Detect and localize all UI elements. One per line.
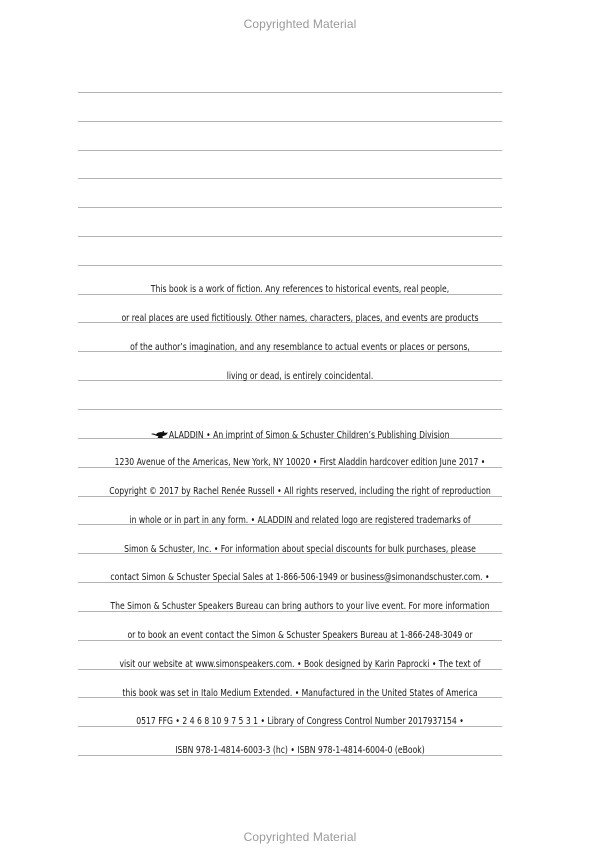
ruled-line — [78, 409, 502, 410]
ruled-line — [78, 92, 502, 93]
copyright-line-imprint — [108, 428, 492, 442]
disclaimer-line: living or dead, is entirely coincidental. — [226, 371, 374, 382]
copyright-line: or to book an event contact the Simon & Schuster Speakers Bureau at 1-866-248-3049 or — [127, 630, 473, 641]
disclaimer-line: or real places are used fictitiously. Other names, characters, places, and events are products — [121, 313, 479, 324]
copyright-line: 0517 FFG • 2 4 6 8 10 9 7 5 3 1 • Library of Congress Control Number 2017937154 • — [136, 716, 464, 727]
copyright-line: contact Simon & Schuster Special Sales at 1-866-506-1949 or business@simonandschuster.com. • — [110, 572, 490, 583]
watermark-bottom: Copyrighted Material — [243, 830, 357, 844]
copyright-line: this book was set in Italo Medium Extended. • Manufactured in the United States of America — [122, 688, 478, 699]
copyright-line: ISBN 978-1-4814-6003-3 (hc) • ISBN 978-1-4814-6004-0 (eBook) — [175, 745, 425, 756]
copyright-line: in whole or in part in any form. • ALADDIN and related logo are registered trademarks of — [129, 515, 471, 526]
copyright-line: The Simon & Schuster Speakers Bureau can bring authors to your live event. For more information — [110, 601, 490, 612]
ruled-line — [78, 121, 502, 122]
disclaimer-line: This book is a work of fiction. Any references to historical events, real people, — [150, 284, 450, 295]
copyright-line: Simon & Schuster, Inc. • For information about special discounts for bulk purchases, please — [124, 544, 476, 555]
disclaimer-line: of the author’s imagination, and any resemblance to actual events or places or persons, — [130, 342, 470, 353]
ruled-line — [78, 236, 502, 237]
copyright-line: visit our website at www.simonspeakers.com. • Book designed by Karin Paprocki • The text of — [119, 659, 481, 670]
genie-lamp-icon — [151, 428, 169, 439]
copyright-line: ALADDIN • An imprint of Simon & Schuster Children’s Publishing Division — [168, 430, 450, 441]
ruled-line — [78, 150, 502, 151]
copyright-line: Copyright © 2017 by Rachel Renée Russell • All rights reserved, including the right of reproduction — [109, 486, 491, 497]
watermark-top: Copyrighted Material — [243, 17, 357, 31]
ruled-line — [78, 178, 502, 179]
ruled-line — [78, 207, 502, 208]
copyright-line: 1230 Avenue of the Americas, New York, NY 10020 • First Aladdin hardcover edition June 2017 • — [114, 457, 486, 468]
ruled-line — [78, 265, 502, 266]
